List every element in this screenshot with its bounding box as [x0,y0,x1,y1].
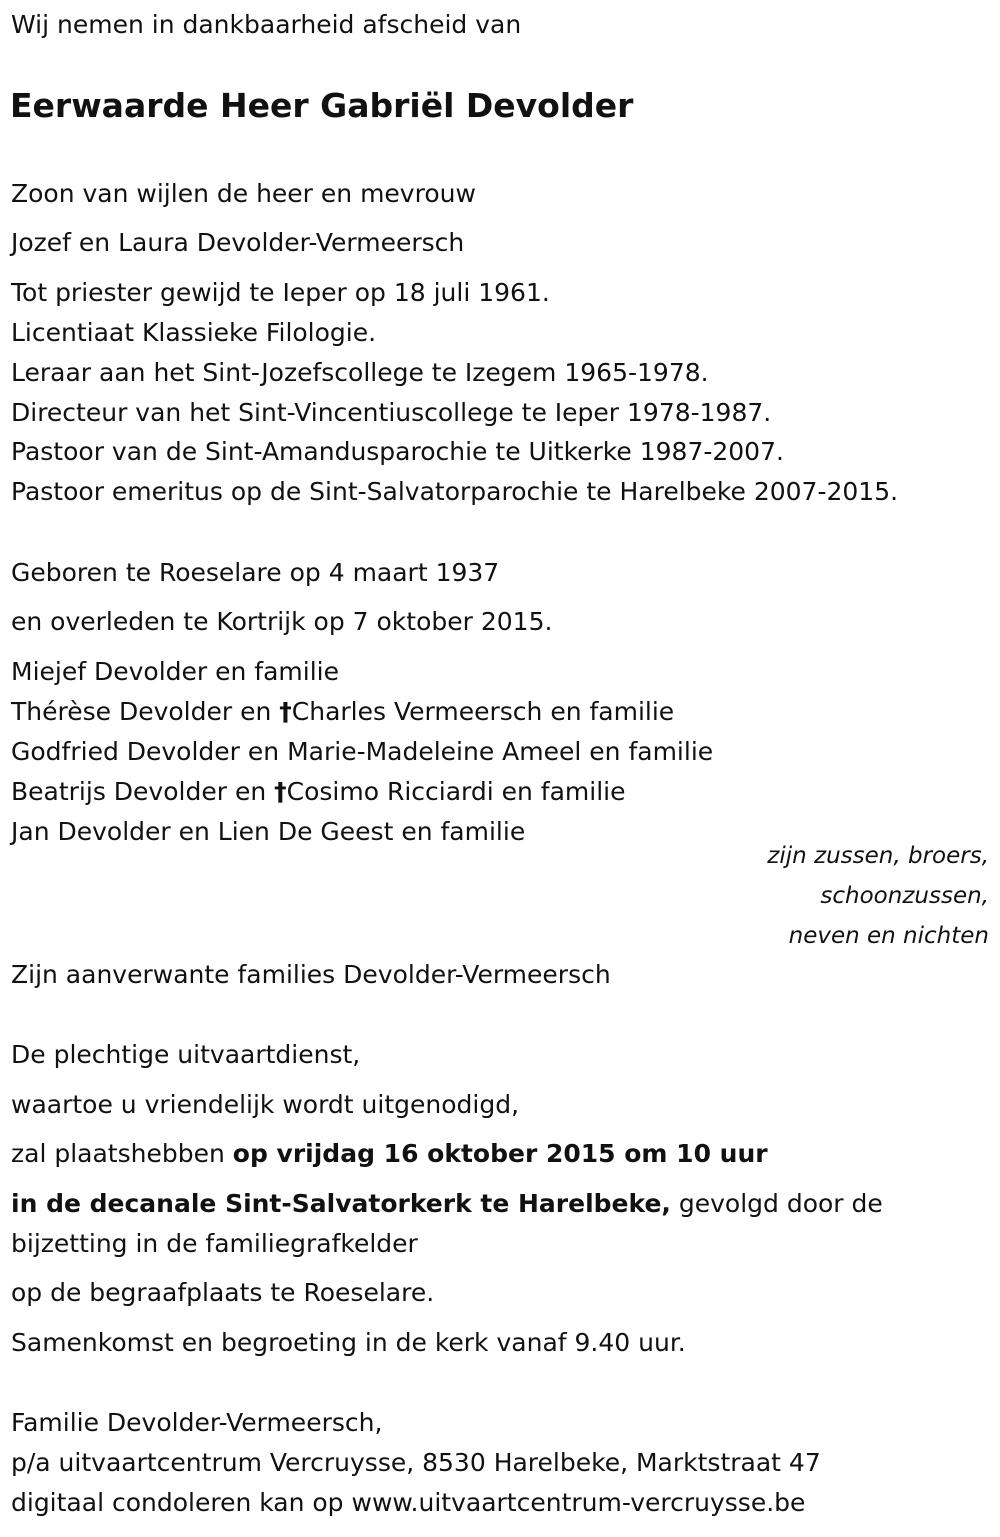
career-line: Tot priester gewijd te Ieper op 18 juli 1961. [11,278,550,307]
death-line: en overleden te Kortrijk op 7 oktober 2015. [11,607,553,636]
family-line: Godfried Devolder en Marie-Madeleine Ameel en familie [11,737,714,766]
service-date-line [11,1139,768,1169]
family-line [11,777,625,807]
intro-text: Wij nemen in dankbaarheid afscheid van [11,10,522,39]
service-location-line [11,1189,883,1219]
parents-line-1: Zoon van wijlen de heer en mevrouw [11,179,476,208]
contact-website: digitaal condoleren kan op www.uitvaartcentrum-vercruysse.be [11,1488,806,1517]
relation-line: neven en nichten [788,923,989,949]
service-text: gevolgd door de [670,1189,883,1218]
cross-icon: † [274,777,287,806]
family-text: Beatrijs Devolder en [11,777,275,806]
cross-icon: † [279,697,292,726]
career-line: Leraar aan het Sint-Jozefscollege te Izegem 1965-1978. [11,358,709,387]
service-text: zal plaatshebben [11,1139,233,1168]
family-text: Cosimo Ricciardi en familie [286,777,626,806]
service-line: op de begraafplaats te Roeselare. [11,1278,435,1307]
birth-line: Geboren te Roeselare op 4 maart 1937 [11,558,500,587]
service-line: bijzetting in de familiegrafkelder [11,1229,418,1258]
service-line: De plechtige uitvaartdienst, [11,1040,361,1069]
career-line: Pastoor van de Sint-Amandusparochie te Uitkerke 1987-2007. [11,437,784,466]
career-line: Licentiaat Klassieke Filologie. [11,318,377,347]
family-text: Charles Vermeersch en familie [291,697,675,726]
contact-address: p/a uitvaartcentrum Vercruysse, 8530 Harelbeke, Marktstraat 47 [11,1448,821,1477]
deceased-name: Eerwaarde Heer Gabriël Devolder [10,86,634,125]
family-text: Thérèse Devolder en [11,697,280,726]
relation-line: schoonzussen, [820,883,989,909]
parents-line-2: Jozef en Laura Devolder-Vermeersch [11,228,465,257]
family-line [11,697,674,727]
relation-line: zijn zussen, broers, [767,843,989,869]
family-line: Miejef Devolder en familie [11,657,339,686]
family-line: Jan Devolder en Lien De Geest en familie [11,817,526,846]
service-location: in de decanale Sint-Salvatorkerk te Harelbeke, [11,1189,671,1218]
related-families: Zijn aanverwante families Devolder-Vermeersch [11,960,611,989]
career-line: Pastoor emeritus op de Sint-Salvatorparochie te Harelbeke 2007-2015. [11,477,899,506]
career-line: Directeur van het Sint-Vincentiuscollege te Ieper 1978-1987. [11,398,772,427]
service-line: Samenkomst en begroeting in de kerk vanaf 9.40 uur. [11,1328,686,1357]
service-line: waartoe u vriendelijk wordt uitgenodigd, [11,1090,520,1119]
service-date: op vrijdag 16 oktober 2015 om 10 uur [232,1139,768,1168]
contact-line: Familie Devolder-Vermeersch, [11,1408,383,1437]
